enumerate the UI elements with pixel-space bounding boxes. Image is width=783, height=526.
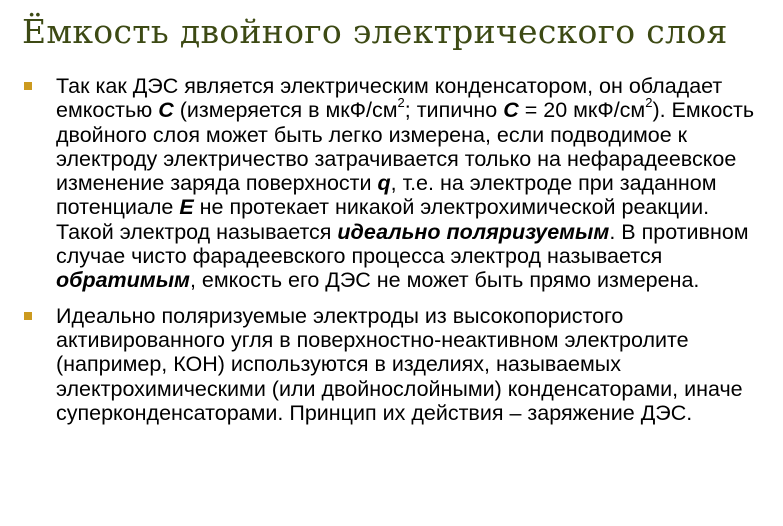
capacitance-symbol: C: [503, 98, 519, 123]
bullet-text-part: , т.е. на электроде при заданном потенциале: [56, 171, 717, 220]
bullet-text-part: = 20 мкФ/см: [518, 98, 646, 123]
bullet-text-part: ; типично: [404, 98, 504, 123]
superscript: 2: [397, 95, 405, 111]
slide-title: Ёмкость двойного электрического слоя: [22, 12, 728, 51]
potential-symbol: E: [179, 195, 194, 220]
square-bullet-icon: [24, 82, 32, 90]
bullet-text-part: Так как ДЭС является электрическим конденсатором, он обладает емкостью: [56, 74, 723, 123]
bullet-text-part: не протекает никакой электрохимической реакции. Такой электрод называется: [56, 195, 710, 244]
bullet-text-part: , емкость его ДЭС не может быть прямо измерена.: [189, 268, 700, 293]
square-bullet-icon: [24, 312, 32, 320]
bullet-text-part: . В противном случае чисто фарадеевского процесса электрод называется: [56, 219, 749, 269]
bullet-text: Идеально поляризуемые электроды из высокопористого активированного угля в поверхностно-неактивном электролите (например, КОН) используются в изделиях, называемых электрохимическими (или двойнослойными) конденсаторами, иначе суперконденсаторами. Принцип их действия – заряжение ДЭС.: [56, 303, 743, 425]
charge-symbol: q: [377, 171, 391, 196]
bullet-item-1: [22, 74, 757, 293]
superscript: 2: [645, 95, 653, 111]
emphasis-term: идеально поляризуемым: [337, 219, 610, 244]
bullet-list: [22, 74, 757, 425]
bullet-text-part: (измеряется в мкФ/см: [173, 98, 398, 123]
bullet-text-part: ). Емкость двойного слоя может быть легко измерена, если подводимое к электроду электричество затрачивается только на нефарадеевское изменение заряда поверхности: [56, 98, 755, 196]
emphasis-term: обратимым: [56, 268, 190, 293]
capacitance-symbol: C: [158, 98, 174, 123]
bullet-item-2: [22, 304, 757, 425]
